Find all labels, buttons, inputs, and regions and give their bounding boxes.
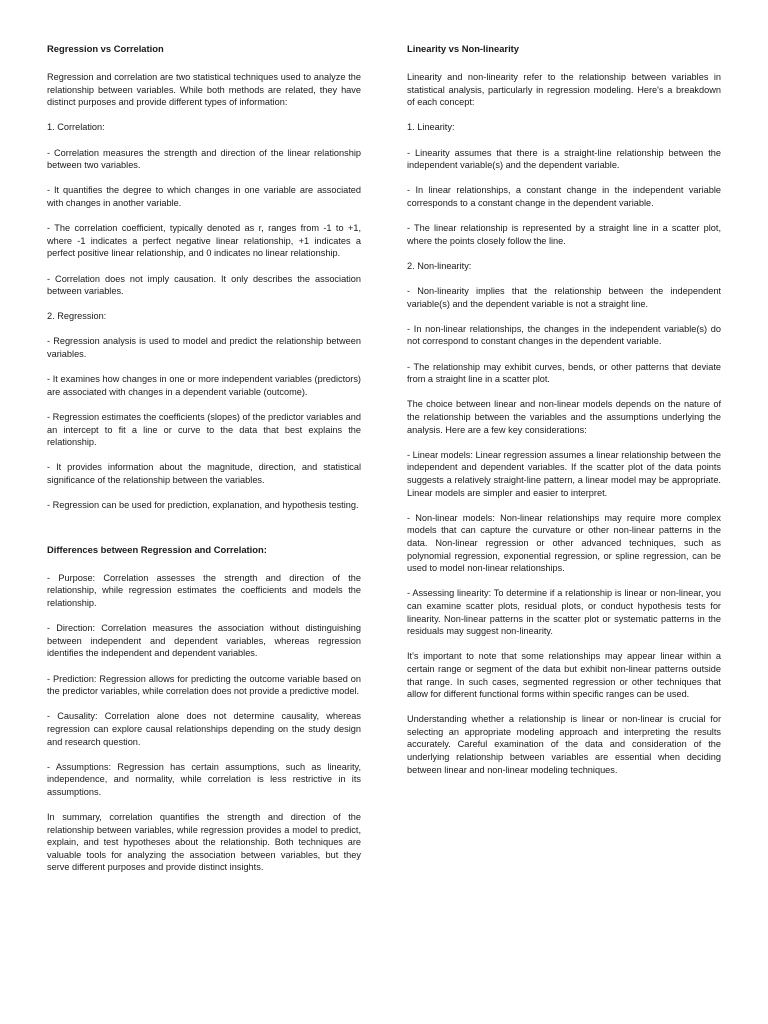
paragraph: - The relationship may exhibit curves, bends, or other patterns that deviate from a straight line in a scatter plot. xyxy=(407,361,721,385)
paragraph: - Regression can be used for prediction, explanation, and hypothesis testing. xyxy=(47,500,359,511)
section-title-regression-vs-correlation: Regression vs Correlation xyxy=(47,43,164,54)
paragraph: 2. Regression: xyxy=(47,311,107,322)
paragraph: - Linear models: Linear regression assumes a linear relationship between the independent and dependent variables. If the scatter plot of the data points suggests a relatively straight-line pattern, a linear model may be appropriate. Linear models are simpler and easier to interpret. xyxy=(407,449,721,498)
paragraph: - It quantifies the degree to which changes in one variable are associated with changes in another variable. xyxy=(47,185,361,208)
paragraph: - Regression analysis is used to model and predict the relationship between variables. xyxy=(47,336,361,360)
paragraph: - Correlation does not imply causation. It only describes the association between variables. xyxy=(47,273,361,297)
paragraph: - The correlation coefficient, typically denoted as r, ranges from -1 to +1, where -1 indicates a perfect negative linear relationship, +1 indicates a perfect positive linear relationship, and 0 indicates no linear relationship. xyxy=(47,223,361,259)
paragraph: - Assessing linearity: To determine if a relationship is linear or non-linear, you can examine scatter plots, residual plots, or conduct hypothesis tests for linearity. Non-linear patterns in the scatter plot or systematic patterns in the residuals may suggest non-linearity. xyxy=(407,588,721,637)
paragraph: - The linear relationship is represented by a straight line in a scatter plot, where the points closely follow the line. xyxy=(407,223,721,246)
paragraph: - It provides information about the magnitude, direction, and statistical significance of the relationship between the variables. xyxy=(47,462,361,485)
paragraph: 1. Correlation: xyxy=(47,122,105,133)
paragraph: In summary, correlation quantifies the strength and direction of the relationship between variables, while regression provides a model to predict, explain, and test hypotheses about the relationship. Both techniques are valuable tools for analyzing the association between variables, but they serve different purposes and provide distinct insights. xyxy=(47,812,361,873)
right-column xyxy=(407,43,721,789)
left-column xyxy=(47,43,361,887)
paragraph: 2. Non-linearity: xyxy=(407,260,472,271)
paragraph: - Non-linear models: Non-linear relationships may require more complex models that can capture the curvature or other non-linear patterns in the data. Non-linear regression or other advanced techniques, such as polynomial regression, exponential regression, or spline regression, can be used to model non-linear relationships. xyxy=(407,512,721,574)
paragraph: The choice between linear and non-linear models depends on the nature of the relationship between the variables and the assumptions underlying the analysis. Here are a few key considerations: xyxy=(407,399,721,435)
paragraph: - It examines how changes in one or more independent variables (predictors) are associated with changes in a dependent variable (outcome). xyxy=(47,374,361,397)
section-title-differences: Differences between Regression and Correlation: xyxy=(47,543,267,555)
paragraph: - Purpose: Correlation assesses the strength and direction of the relationship, while regression estimates the coefficients and models the relationship. xyxy=(47,572,361,608)
paragraph: - In non-linear relationships, the changes in the independent variable(s) do not correspond to constant changes in the dependent variable. xyxy=(407,323,721,347)
paragraph: - Prediction: Regression allows for predicting the outcome variable based on the predictor variables, while correlation does not provide a predictive model. xyxy=(47,673,361,697)
section-title-linearity-vs-non-linearity: Linearity vs Non-linearity xyxy=(407,43,520,54)
paragraph: Understanding whether a relationship is linear or non-linear is crucial for selecting an appropriate modeling approach and interpreting the results accurately. Careful examination of the data and consideration of the underlying relationship between variables are essential when deciding between linear and non-linear modeling techniques. xyxy=(407,714,721,775)
paragraph: 1. Linearity: xyxy=(407,122,455,133)
paragraph: - Linearity assumes that there is a straight-line relationship between the independent variable(s) and the dependent variable. xyxy=(407,147,721,171)
paragraph: - Correlation measures the strength and direction of the linear relationship between two variables. xyxy=(47,147,361,171)
paragraph: - Assumptions: Regression has certain assumptions, such as linearity, independence, and normality, while correlation is less restrictive in its assumptions. xyxy=(47,761,361,797)
paragraph: Regression and correlation are two statistical techniques used to analyze the relationship between variables. While both methods are related, they have distinct purposes and provide different types of information: xyxy=(47,72,361,108)
paragraph: - Non-linearity implies that the relationship between the independent variable(s) and the dependent variable is not a straight line. xyxy=(407,286,721,309)
paragraph: - Causality: Correlation alone does not determine causality, whereas regression can explore causal relationships depending on the study design and research question. xyxy=(47,711,361,747)
paragraph: It's important to note that some relationships may appear linear within a certain range or segment of the data but exhibit non-linear patterns outside that range. In such cases, segmented regression or other techniques that allow for different functional forms within specific ranges can be used. xyxy=(407,651,721,700)
paragraph: - In linear relationships, a constant change in the independent variable corresponds to a constant change in the dependent variable. xyxy=(407,185,721,208)
paragraph: Linearity and non-linearity refer to the relationship between variables in statistical analysis, particularly in regression modeling. Here's a breakdown of each concept: xyxy=(407,72,721,108)
paragraph: - Direction: Correlation measures the association without distinguishing between independent and dependent variables, whereas regression identifies the independent and dependent variables. xyxy=(47,623,361,659)
paragraph: - Regression estimates the coefficients (slopes) of the predictor variables and an intercept to fit a line or curve to the data that best explains the relationship. xyxy=(47,412,361,448)
